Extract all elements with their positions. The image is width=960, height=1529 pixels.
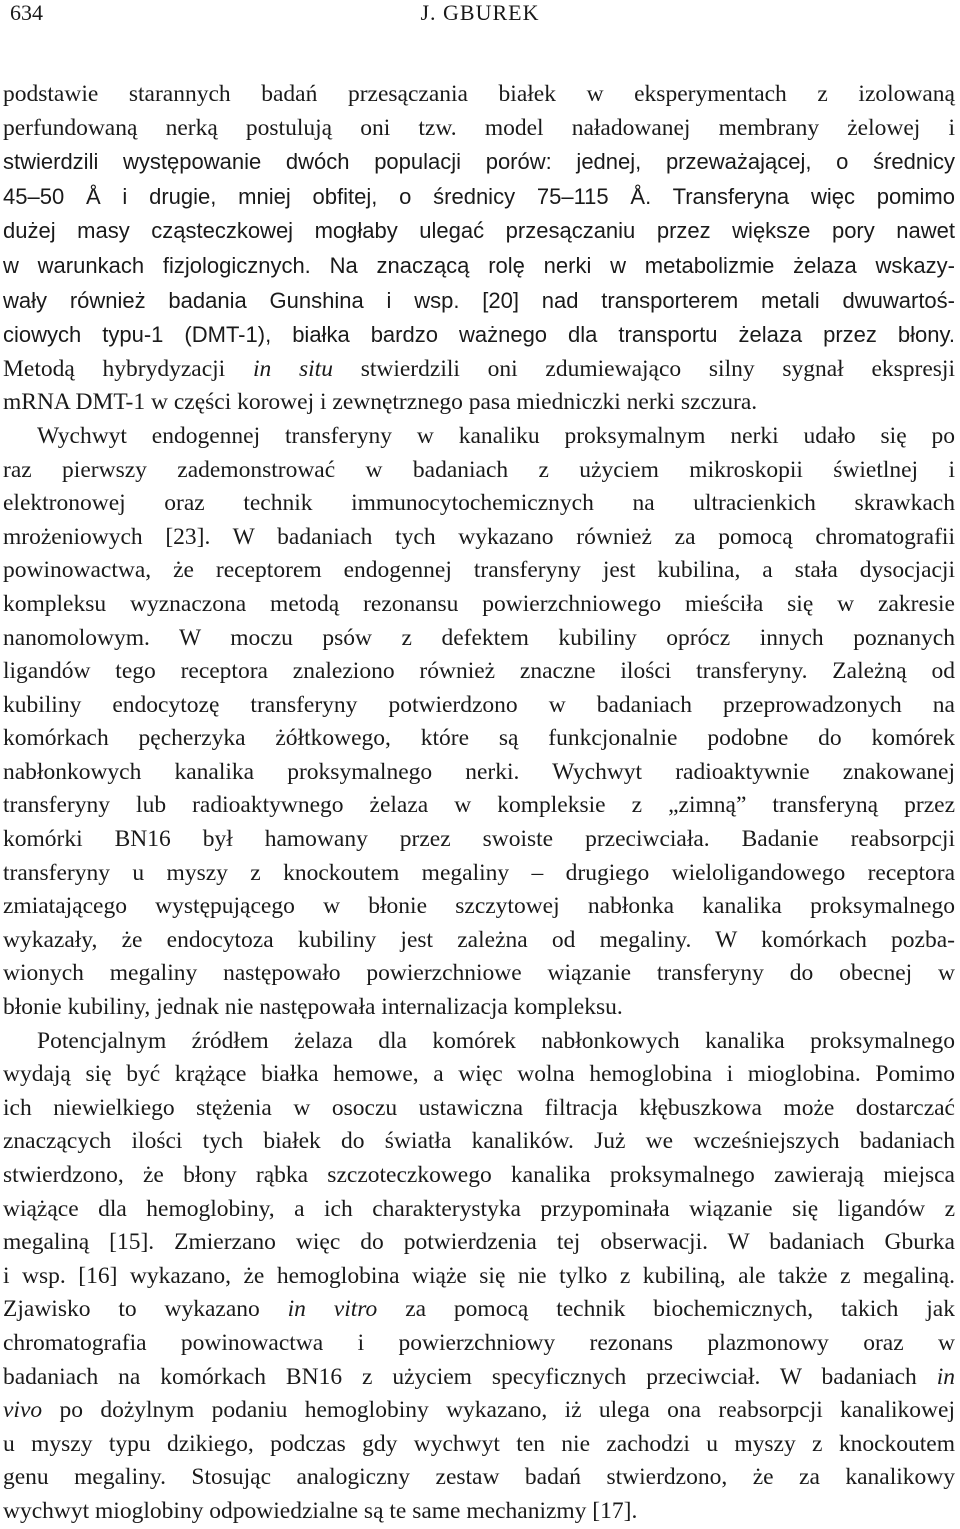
text-run: nabłonkowych kanalika proksymalnego nerki. Wychwyt radioaktywnie znakowanej (3, 758, 955, 785)
text-run: wiążące dla hemoglobiny, a ich charakterystyka przypominała wiązanie się ligandów z (3, 1195, 955, 1222)
text-line (3, 857, 955, 891)
text-line (3, 249, 955, 284)
italic-term: in situ (252, 355, 333, 382)
text-run: wały również badania Gunshina i wsp. [20] nad transporterem metali dwuwartoś- (3, 287, 955, 313)
text-line (3, 890, 955, 924)
text-run: komórki BN16 był hamowany przez swoiste przeciwciała. Badanie reabsorpcji (3, 826, 955, 853)
text-run: genu megaliny. Stosując analogiczny zestaw badań stwierdzono, że za kanalikowy (3, 1464, 955, 1491)
text-run: kompleksu wyznaczona metodą rezonansu powierzchniowego mieściła się w zakresie (3, 590, 955, 617)
text-line (3, 1361, 955, 1395)
text-run: 45–50 Å i drugie, mniej obfitej, o średnicy 75–115 Å. Transferyna więc pomimo (3, 183, 955, 209)
text-run: chromatografia powinowactwa i powierzchniowy rezonans plazmonowy oraz w (3, 1329, 955, 1356)
text-line (3, 1226, 955, 1260)
text-run: wionych megaliny następowało powierzchniowe wiązanie transferyny do obecnej w (3, 960, 955, 987)
text-line (3, 622, 955, 656)
page-number: 634 (10, 0, 43, 25)
text-line (3, 521, 955, 555)
text-line (3, 1293, 955, 1327)
text-run: wydają się być krążące białka hemowe, a więc wolna hemoglobina i mioglobina. Pomimo (3, 1061, 955, 1088)
text-line (3, 420, 955, 454)
text-run: po dożylnym podaniu hemoglobiny wykazano, iż ulega ona reabsorpcji kanalikowej (42, 1397, 955, 1424)
text-line (3, 487, 955, 521)
text-line (3, 1260, 955, 1294)
text-run: mRNA DMT-1 w części korowej i zewnętrznego pasa miedniczki nerki szczura. (3, 389, 758, 416)
text-run: Wychwyt endogennej transferyny w kanaliku proksymalnym nerki udało się po (37, 422, 955, 449)
text-run: dużej masy cząsteczkowej mogłaby ulegać przesączaniu przez większe pory nawet (3, 218, 955, 244)
text-run: wychwyt mioglobiny odpowiedzialne są te same mechanizmy [17]. (3, 1497, 638, 1524)
text-line (3, 554, 955, 588)
paragraph-3 (3, 1025, 955, 1529)
text-line (3, 789, 955, 823)
text-run: w warunkach fizjologicznych. Na znaczącą rolę nerki w metabolizmie żelaza wskazy- (3, 252, 955, 278)
text-line (3, 588, 955, 622)
italic-term: in (936, 1363, 955, 1390)
text-run: ligandów tego receptora znaleziono również znaczne ilości transferyny. Zależną od (3, 658, 955, 685)
text-run: Metodą hybrydyzacji (3, 355, 253, 382)
text-line (3, 1058, 955, 1092)
text-run: transferyny u myszy z knockoutem megaliny – drugiego wieloligandowego receptora (3, 859, 955, 886)
text-run: znaczących ilości tych białek do światła kanalików. Już we wcześniejszych badaniach (3, 1128, 955, 1155)
text-run: stwierdzili występowanie dwóch populacji porów: jednej, przeważającej, o średnicy (3, 149, 955, 175)
text-line (3, 655, 955, 689)
text-line (3, 1092, 955, 1126)
text-run: powinowactwa, że receptorem endogennej transferyny jest kubilina, a stała dysocjacji (3, 557, 955, 584)
text-run: badaniach na komórkach BN16 z użyciem specyficznych przeciwciał. W badaniach (3, 1363, 937, 1390)
text-line (3, 353, 955, 387)
text-line (3, 386, 955, 420)
text-line (3, 722, 955, 756)
text-line (3, 689, 955, 723)
text-run: i wsp. [16] wykazano, że hemoglobina wiąże się nie tylko z kubiliną, ale także z megaliną. (3, 1262, 955, 1289)
text-run: mrożeniowych [23]. W badaniach tych wykazano również za pomocą chromatografii (3, 523, 955, 550)
text-line (3, 823, 955, 857)
text-run: Potencjalnym źródłem żelaza dla komórek nabłonkowych kanalika proksymalnego (37, 1027, 955, 1054)
text-run: kubiliny endocytozę transferyny potwierdzono w badaniach przeprowadzonych na (3, 691, 955, 718)
page-header (0, 0, 960, 26)
italic-term: vivo (3, 1397, 43, 1424)
text-line (3, 991, 955, 1025)
text-line (3, 957, 955, 991)
text-run: błonie kubiliny, jednak nie następowała internalizacja kompleksu. (3, 994, 623, 1021)
text-line (3, 214, 955, 249)
text-run: transferyny lub radioaktywnego żelaza w kompleksie z „zimną” transferyną przez (3, 792, 955, 819)
text-run: stwierdzono, że błony rąbka szczoteczkowego kanalika proksymalnego zawierają miejsca (3, 1162, 955, 1188)
text-line (3, 1428, 955, 1462)
paragraph-2 (3, 420, 955, 1025)
text-run: elektronowej oraz technik immunocytochemicznych na ultracienkich skrawkach (3, 490, 955, 517)
text-line (3, 1461, 955, 1495)
text-line (3, 318, 955, 353)
text-line (3, 180, 955, 215)
text-line (3, 1025, 955, 1059)
text-line (3, 1159, 955, 1193)
text-run: raz pierwszy zademonstrować w badaniach z użyciem mikroskopii świetlnej i (3, 456, 955, 483)
text-line (3, 1394, 955, 1428)
text-run: ciowych typu-1 (DMT-1), białka bardzo ważnego dla transportu żelaza przez błony. (3, 322, 955, 348)
article-body (3, 78, 955, 1529)
text-line (3, 454, 955, 488)
text-line (3, 1327, 955, 1361)
italic-term: in vitro (287, 1296, 378, 1323)
text-line (3, 756, 955, 790)
paragraph-1 (3, 78, 955, 420)
text-line (3, 145, 955, 180)
text-line (3, 924, 955, 958)
text-run: perfundowaną nerką postulują oni tzw. model naładowanej membrany żelowej i (3, 114, 955, 141)
text-run: nanomolowym. W moczu psów z defektem kubiliny oprócz innych poznanych (3, 624, 955, 651)
running-head: J. GBUREK (420, 0, 540, 25)
text-run: megaliną [15]. Zmierzano więc do potwierdzenia tej obserwacji. W badaniach Gburka (3, 1229, 955, 1256)
text-run: Zjawisko to wykazano (3, 1296, 288, 1323)
text-run: wykazały, że endocytoza kubiliny jest zależna od megaliny. W komórkach pozba- (3, 926, 955, 953)
text-line (3, 284, 955, 319)
text-line (3, 1193, 955, 1227)
text-run: za pomocą technik biochemicznych, takich jak (377, 1296, 955, 1323)
text-line (3, 1125, 955, 1159)
text-run: komórkach pęcherzyka żółtkowego, które są funkcjonalnie podobne do komórek (3, 725, 955, 752)
text-line (3, 78, 955, 112)
text-run: u myszy typu dzikiego, podczas gdy wychwyt ten nie zachodzi u myszy z knockoutem (3, 1430, 955, 1457)
text-line (3, 112, 955, 146)
text-run: podstawie starannych badań przesączania białek w eksperymentach z izolowaną (3, 81, 955, 107)
text-run: stwierdzili oni zdumiewająco silny sygnał ekspresji (332, 355, 955, 382)
text-run: zmiatającego występującego w błonie szczytowej nabłonka kanalika proksymalnego (3, 893, 955, 920)
text-run: ich niewielkiego stężenia w osoczu ustawiczna filtracja kłębuszkowa może dostarczać (3, 1094, 955, 1121)
text-line (3, 1495, 955, 1529)
